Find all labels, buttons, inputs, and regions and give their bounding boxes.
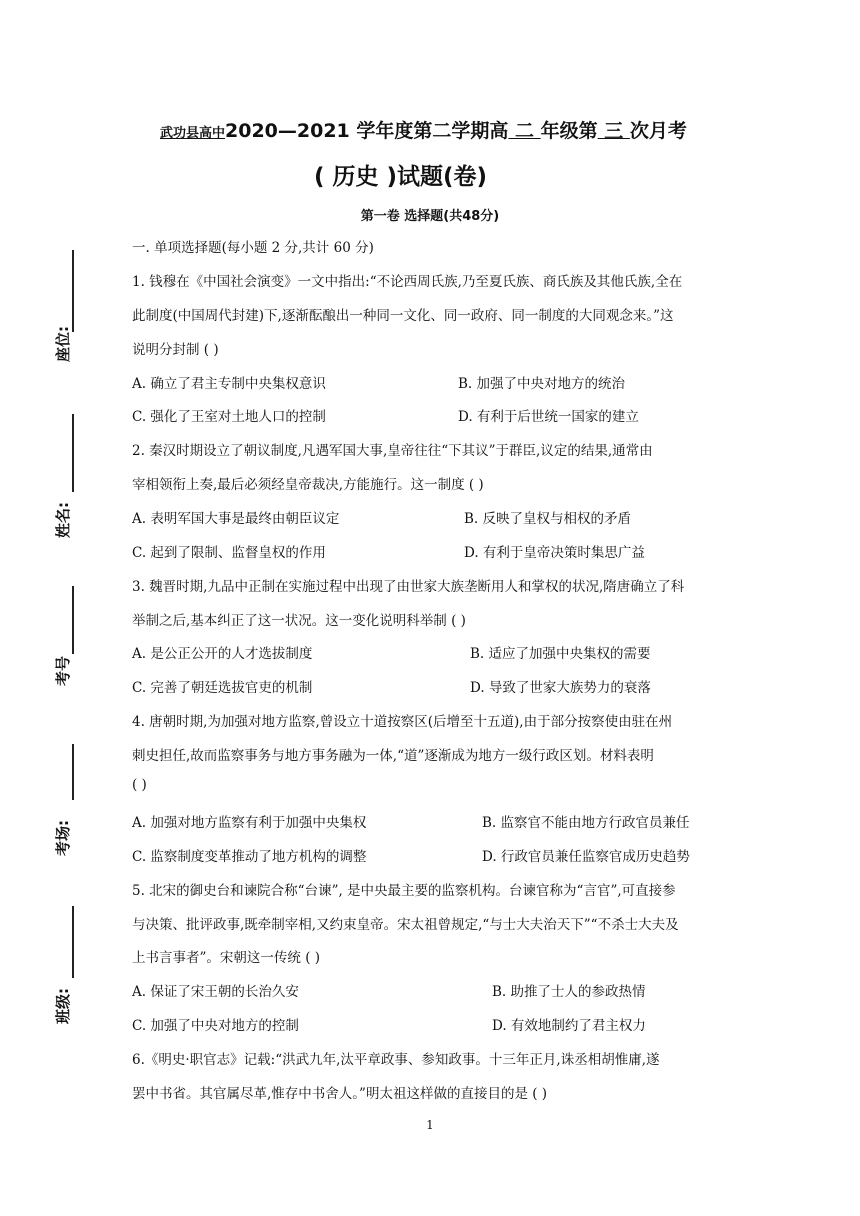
q2-option-d: D. 有利于皇帝决策时集思广益 xyxy=(464,545,645,561)
q1-stem-line: 说明分封制 ( ) xyxy=(132,342,219,358)
q4-answer-blank: ( ) xyxy=(132,777,147,793)
q5-option-c: C. 加强了中央对地方的控制 xyxy=(132,1018,299,1034)
q6-stem-line: 6.《明史·职官志》记载:“洪武九年,汰平章政事、参知政事。十三年正月,诛丞相胡惟庸,遂 xyxy=(132,1052,660,1068)
q2-stem-line: 2. 秦汉时期设立了朝议制度,凡遇军国大事,皇帝往往“下其议”于群臣,议定的结果,通常由 xyxy=(132,443,653,459)
q4-option-a: A. 加强对地方监察有利于加强中央集权 xyxy=(132,815,367,831)
q2-stem-line: 宰相领衔上奏,最后必须经皇帝裁决,方能施行。这一制度 ( ) xyxy=(132,477,484,493)
q1-stem-line: 1. 钱穆在《中国社会演变》一文中指出:“不论西周氏族,乃至夏氏族、商氏族及其他氏族,全在 xyxy=(132,274,683,290)
section-heading-single-choice: 一. 单项选择题(每小题 2 分,共计 60 分) xyxy=(132,240,374,256)
section-title: 第一卷 选择题(共48分) xyxy=(360,209,500,224)
q5-stem-line: 与决策、批评政事,既牵制宰相,又约束皇帝。宋太祖曾规定,“与士大夫治天下”“不杀士大夫及 xyxy=(132,917,679,933)
q4-stem-line: 刺史担任,故而监察事务与地方事务融为一体,“道”逐渐成为地方一级行政区划。材料表明 xyxy=(132,748,654,764)
q4-option-b: B. 监察官不能由地方行政官员兼任 xyxy=(482,815,690,831)
q1-option-c: C. 强化了王室对土地人口的控制 xyxy=(132,409,326,425)
title-part-c: 次月考 xyxy=(629,120,687,142)
name-write-line[interactable] xyxy=(72,414,74,492)
q1-stem-line: 此制度(中国周代封建)下,逐渐酝酿出一种同一文化、同一政府、同一制度的大同观念来。”这 xyxy=(132,308,674,324)
q5-stem-line: 5. 北宋的御史台和谏院合称“台谏”, 是中央最主要的监察机构。台谏官称为“言官”,可直接参 xyxy=(132,883,676,899)
subject-title: ( 历史 )试题(卷) xyxy=(314,164,488,190)
q1-option-b: B. 加强了中央对地方的统治 xyxy=(458,376,626,392)
name-label: 姓名: xyxy=(54,502,72,538)
q6-stem-line: 罢中书省。其官属尽革,惟存中书舍人。”明太祖这样做的直接目的是 ( ) xyxy=(132,1086,548,1102)
q2-option-a: A. 表明军国大事是最终由朝臣议定 xyxy=(132,511,340,527)
q3-option-b: B. 适应了加强中央集权的需要 xyxy=(470,646,651,662)
q5-stem-line: 上书言事者”。宋朝这一传统 ( ) xyxy=(132,950,321,966)
class-write-line[interactable] xyxy=(72,906,74,978)
exam-number-blank: 三 xyxy=(597,120,630,142)
q2-option-c: C. 起到了限制、监督皇权的作用 xyxy=(132,545,326,561)
page-number: 1 xyxy=(426,1118,434,1132)
q4-option-d: D. 行政官员兼任监察官成历史趋势 xyxy=(482,849,690,865)
q3-option-d: D. 导致了世家大族势力的衰落 xyxy=(470,680,651,696)
seat-label: 座位: xyxy=(54,326,72,362)
exam-room-label: 考场: xyxy=(54,820,72,856)
q3-option-a: A. 是公正公开的人才选拔制度 xyxy=(132,646,313,662)
class-label: 班级: xyxy=(54,988,72,1024)
q5-option-a: A. 保证了宋王朝的长治久安 xyxy=(132,984,299,1000)
q1-option-d: D. 有利于后世统一国家的建立 xyxy=(458,409,639,425)
grade-blank: 二 xyxy=(508,120,541,142)
exam-id-write-line[interactable] xyxy=(72,586,74,654)
exam-title xyxy=(160,116,687,143)
q4-option-c: C. 监察制度变革推动了地方机构的调整 xyxy=(132,849,367,865)
exam-id-label: 考号 xyxy=(54,655,72,686)
school-name: 武功县高中 xyxy=(160,126,226,141)
seat-write-line[interactable] xyxy=(72,250,74,332)
q3-stem-line: 举制之后,基本纠正了这一状况。这一变化说明科举制 ( ) xyxy=(132,613,466,629)
q4-stem-line: 4. 唐朝时期,为加强对地方监察,曾设立十道按察区(后增至十五道),由于部分按察使由驻在州 xyxy=(132,714,673,730)
q5-option-b: B. 助推了士人的参政热情 xyxy=(492,984,646,1000)
q5-option-d: D. 有效地制约了君主权力 xyxy=(492,1018,646,1034)
q1-option-a: A. 确立了君主专制中央集权意识 xyxy=(132,376,326,392)
q2-option-b: B. 反映了皇权与相权的矛盾 xyxy=(464,511,632,527)
q3-stem-line: 3. 魏晋时期,九品中正制在实施过程中出现了由世家大族垄断用人和掌权的状况,隋唐确立了科 xyxy=(132,579,685,595)
exam-room-write-line[interactable] xyxy=(72,744,74,800)
title-part-a: 2020—2021 学年度第二学期高 xyxy=(225,120,509,142)
title-part-b: 年级第 xyxy=(540,120,598,142)
q3-option-c: C. 完善了朝廷选拔官吏的机制 xyxy=(132,680,313,696)
